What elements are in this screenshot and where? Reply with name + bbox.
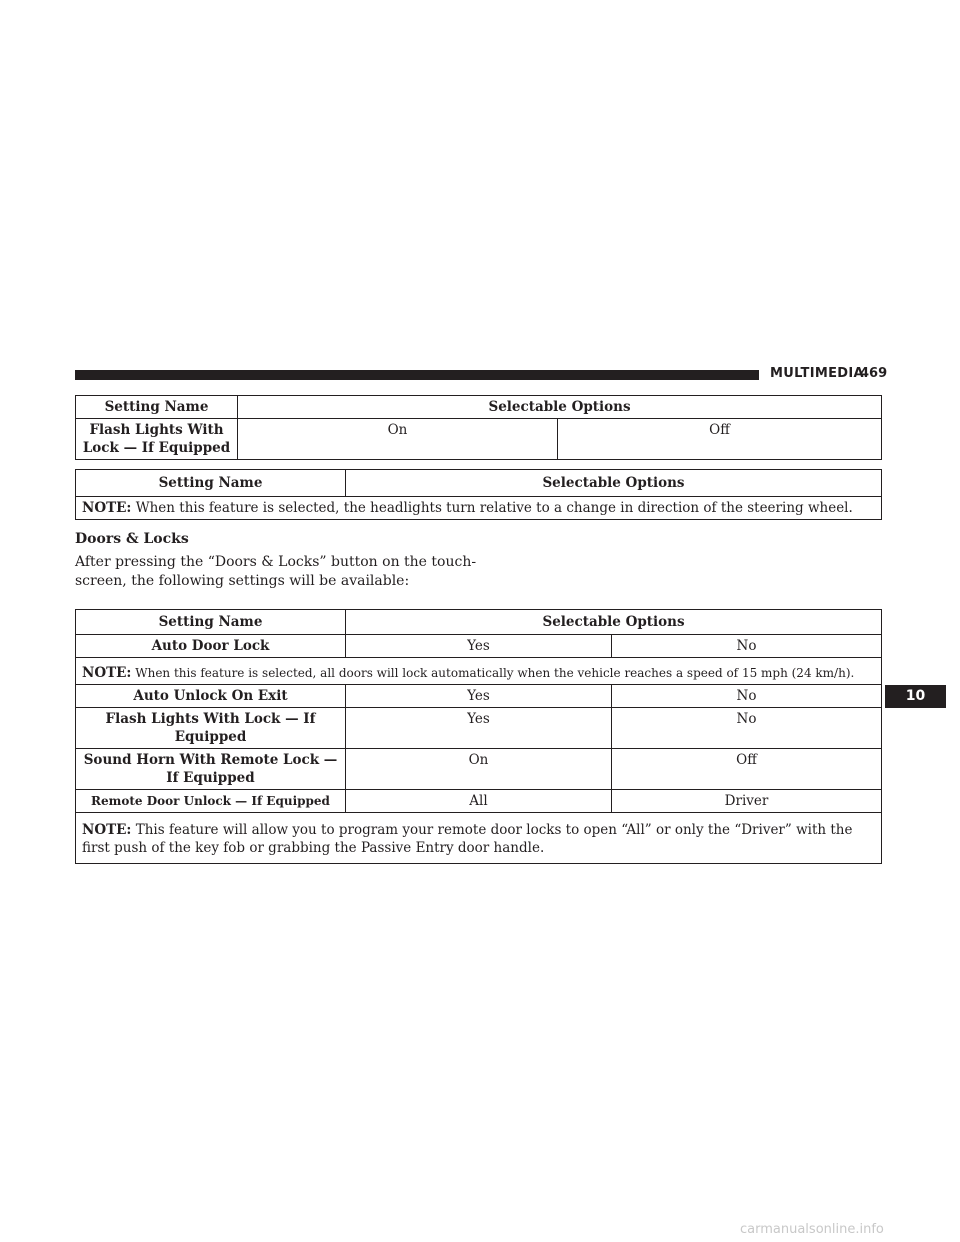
table-row — [76, 790, 882, 813]
note-cell — [76, 813, 882, 864]
option-cell: Off — [558, 419, 882, 460]
option-cell: Yes — [346, 708, 612, 749]
setting-name-line: Lock — If Equipped — [82, 440, 231, 456]
table-row — [76, 685, 882, 708]
setting-name-line: Flash Lights With — [89, 422, 224, 438]
table-header-row — [76, 610, 882, 635]
note-cell — [76, 658, 882, 685]
note-text: When this feature is selected, the headlights turn relative to a change in direction of the steering wheel. — [135, 500, 853, 516]
column-header-selectable-options: Selectable Options — [346, 470, 882, 497]
column-header-selectable-options: Selectable Options — [238, 396, 882, 419]
header-section-title: MULTIMEDIA — [770, 366, 864, 381]
note-label: NOTE: — [82, 822, 132, 838]
watermark-text: carmanualsonline.info — [740, 1222, 884, 1237]
option-cell: No — [612, 685, 882, 708]
option-cell: No — [612, 708, 882, 749]
column-header-setting-name: Setting Name — [76, 396, 238, 419]
option-cell: Off — [612, 749, 882, 790]
settings-table-flash-lights — [75, 395, 882, 460]
page-number: 469 — [860, 366, 888, 381]
chapter-tab-badge: 10 — [885, 685, 946, 708]
option-cell: Driver — [612, 790, 882, 813]
table-header-row — [76, 470, 882, 497]
setting-name-cell: Flash Lights With Lock — If Equipped — [76, 708, 346, 749]
table-row — [76, 708, 882, 749]
section-heading: Doors & Locks — [75, 531, 189, 547]
option-cell: Yes — [346, 685, 612, 708]
table-row — [76, 635, 882, 658]
note-row — [76, 658, 882, 685]
note-label: NOTE: — [82, 500, 132, 516]
column-header-setting-name: Setting Name — [76, 610, 346, 635]
note-text: This feature will allow you to program your remote door locks to open “All” or only the “Driver” with the first push of the key fob or grabbing the Passive Entry door handle. — [82, 822, 853, 856]
note-label: NOTE: — [82, 665, 132, 681]
option-cell: Yes — [346, 635, 612, 658]
table-row — [76, 419, 882, 460]
column-header-selectable-options: Selectable Options — [346, 610, 882, 635]
table-header-row — [76, 396, 882, 419]
option-cell: On — [346, 749, 612, 790]
note-text: When this feature is selected, all doors will lock automatically when the vehicle reaches a speed of 15 mph (24 km/h). — [135, 666, 855, 680]
table-row — [76, 749, 882, 790]
setting-name-cell: Auto Unlock On Exit — [76, 685, 346, 708]
note-cell — [76, 497, 882, 520]
setting-name-cell: Sound Horn With Remote Lock — If Equipped — [76, 749, 346, 790]
option-cell: On — [238, 419, 558, 460]
setting-name-cell: Remote Door Unlock — If Equipped — [76, 790, 346, 813]
header-rule — [75, 370, 759, 380]
note-row — [76, 497, 882, 520]
option-cell: No — [612, 635, 882, 658]
setting-name-cell — [76, 419, 238, 460]
setting-name-cell: Auto Door Lock — [76, 635, 346, 658]
note-row — [76, 813, 882, 864]
column-header-setting-name: Setting Name — [76, 470, 346, 497]
settings-table-headlight-note — [75, 469, 882, 520]
body-paragraph: After pressing the “Doors & Locks” button on the touch-screen, the following settings will be available: — [75, 554, 477, 589]
settings-table-doors-locks — [75, 609, 882, 864]
option-cell: All — [346, 790, 612, 813]
